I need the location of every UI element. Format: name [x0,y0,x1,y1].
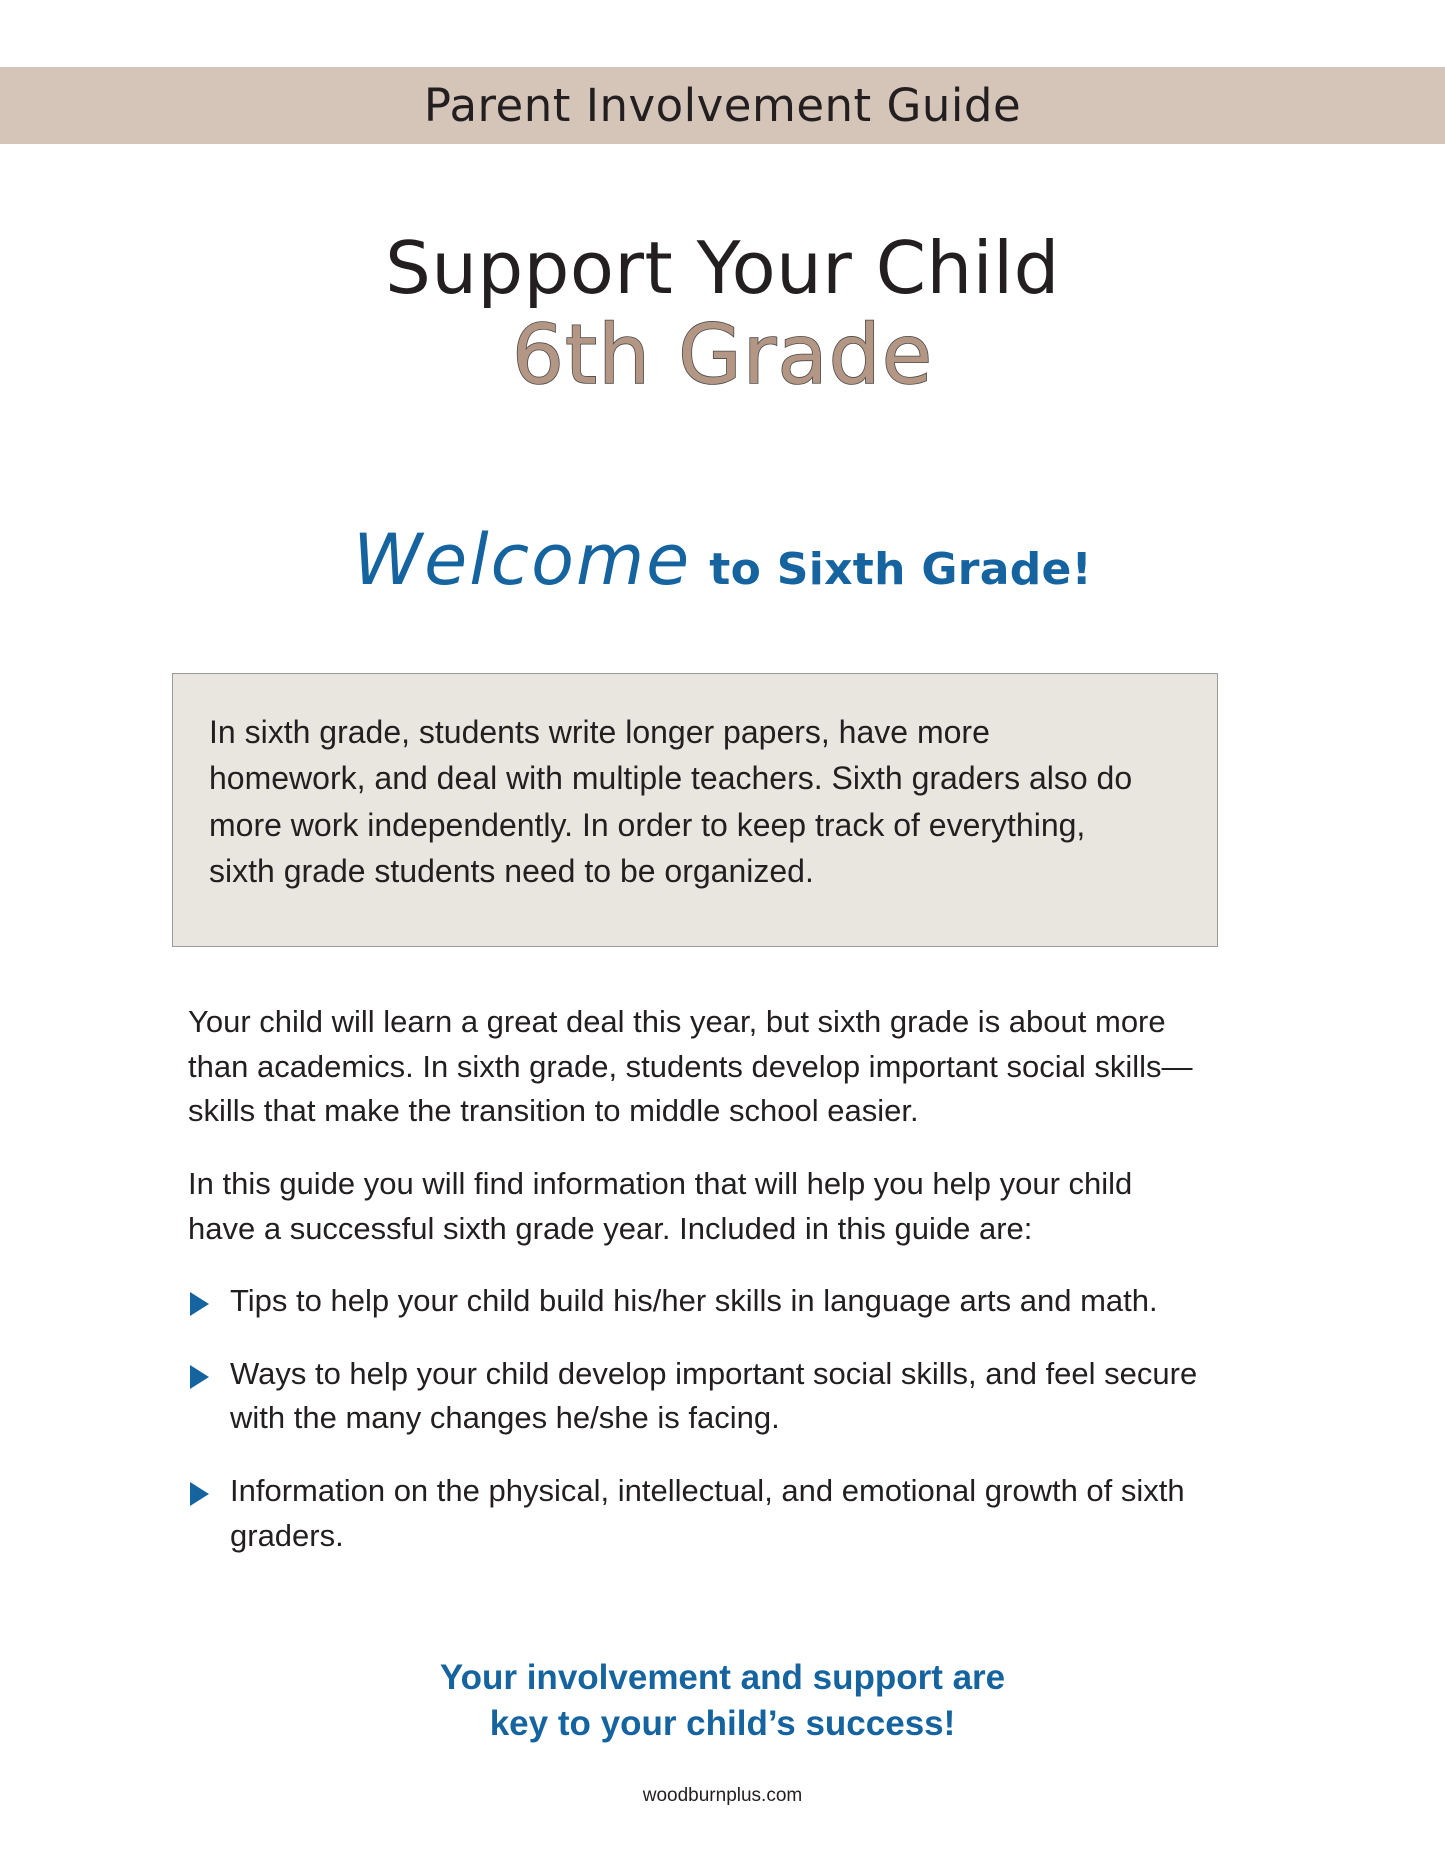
bullet-list [188,1279,1198,1558]
callout-box [172,673,1218,947]
list-item [188,1279,1198,1324]
closing-statement [0,1655,1445,1746]
triangle-bullet-icon [190,1365,209,1389]
body-content [188,1000,1198,1586]
welcome-script-word: Welcome [352,519,692,601]
callout-text: In sixth grade, students write longer papers, have more homework, and deal with multiple teachers. Sixth graders also do more work independently. In order to keep track of everything, sixth grade students need to be organized. [209,714,1133,890]
closing-line-2: key to your child’s success! [489,1703,956,1743]
grade-title: 6th Grade [511,307,934,403]
welcome-line [0,519,1445,601]
list-item-label: Ways to help your child develop important social skills, and feel secure with the many changes he/she is facing. [230,1355,1198,1436]
header-banner [0,67,1445,144]
title-block [0,226,1445,405]
triangle-bullet-icon [190,1292,209,1316]
page-title: Support Your Child [385,226,1060,310]
list-item [188,1469,1198,1558]
closing-line-1: Your involvement and support are [439,1658,1006,1697]
list-item-label: Tips to help your child build his/her skills in language arts and math. [230,1283,1158,1319]
header-banner-title: Parent Involvement Guide [423,79,1022,132]
body-paragraph: Your child will learn a great deal this year, but sixth grade is about more than academics. In sixth grade, students develop important social skills—skills that make the transition to middle school easier. [188,1004,1193,1129]
welcome-subtitle: to Sixth Grade! [709,544,1093,595]
footer-source: woodburnplus.com [642,1785,803,1806]
triangle-bullet-icon [190,1482,209,1506]
body-paragraph: In this guide you will find information that will help you help your child have a successful sixth grade year. Included in this guide are: [188,1165,1133,1246]
list-item-label: Information on the physical, intellectual, and emotional growth of sixth graders. [230,1473,1185,1553]
list-item [188,1352,1198,1441]
